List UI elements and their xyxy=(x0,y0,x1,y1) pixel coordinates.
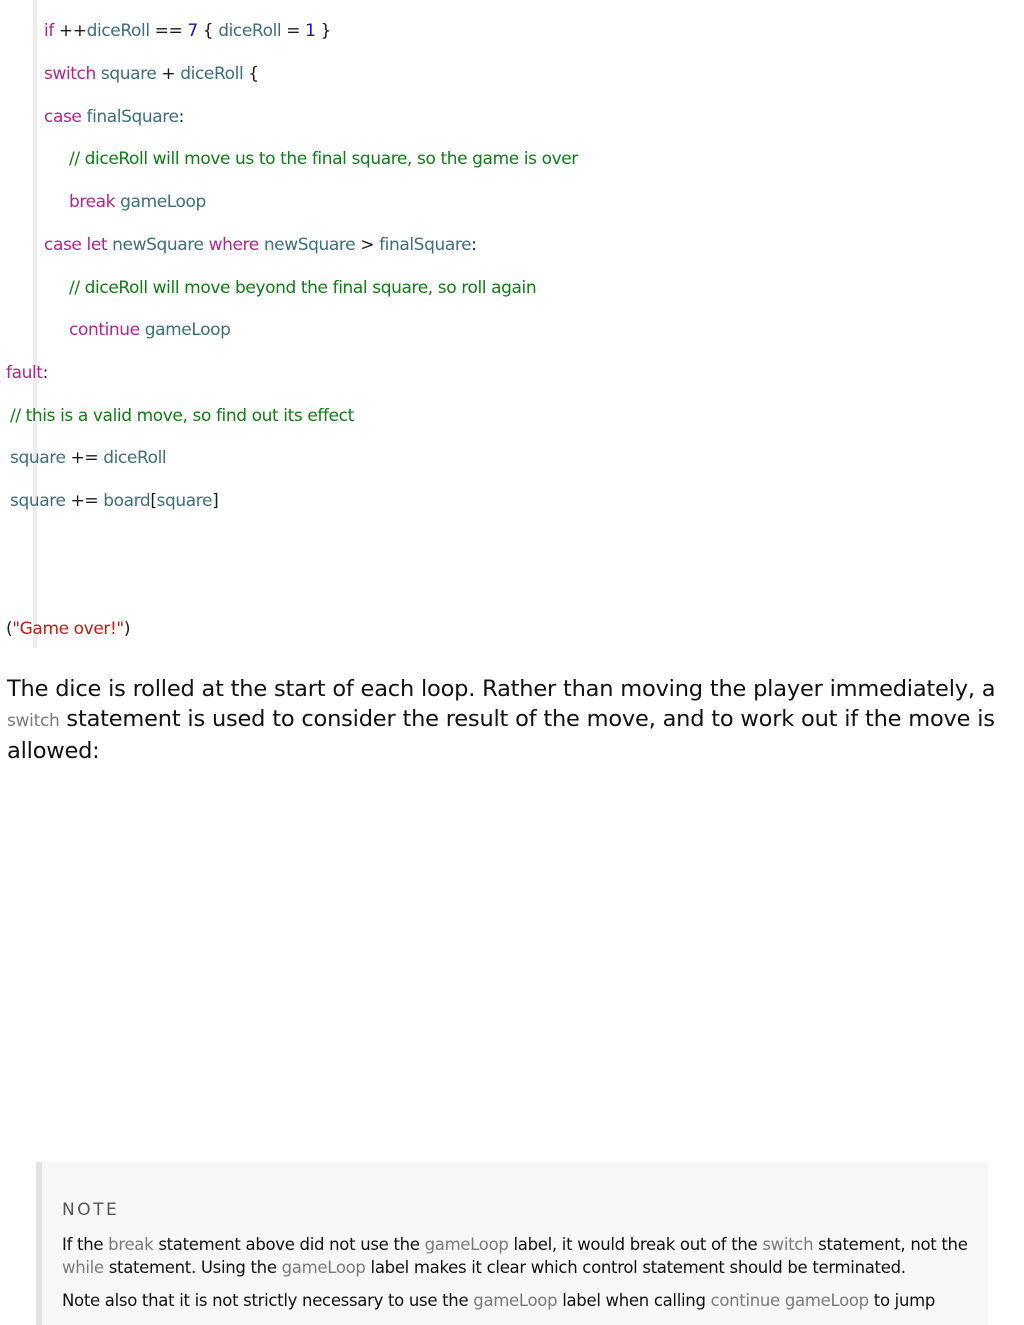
code-line-2: switch square + diceRoll { xyxy=(44,64,259,84)
code-line-8: continue gameLoop xyxy=(69,320,231,340)
note-title: NOTE xyxy=(62,1200,120,1220)
code-line-11: square += diceRoll xyxy=(10,448,167,468)
inline-code-switch: switch xyxy=(7,711,60,731)
note-box xyxy=(36,1162,988,1325)
code-gutter xyxy=(33,0,37,648)
code-line-13: ("Game over!") xyxy=(6,619,131,639)
code-line-7: // diceRoll will move beyond the final square, so roll again xyxy=(69,278,537,298)
code-line-5: break gameLoop xyxy=(69,192,206,212)
code-line-10: // this is a valid move, so find out its effect xyxy=(10,406,354,426)
code-line-3: case finalSquare: xyxy=(44,107,184,127)
code-line-4: // diceRoll will move us to the final square, so the game is over xyxy=(69,149,578,169)
code-block xyxy=(0,0,1024,650)
code-line-12: square += board[square] xyxy=(10,491,219,511)
note-paragraph-1: If the break statement above did not use the gameLoop label, it would break out of the switch statement, not the while statement. Using the gameLoop label makes it clear which control statement should be terminated. xyxy=(62,1235,968,1277)
code-line-6: case let newSquare where newSquare > finalSquare: xyxy=(44,235,477,255)
code-line-1: if ++diceRoll == 7 { diceRoll = 1 } xyxy=(44,21,331,41)
note-paragraph-2: Note also that it is not strictly necessary to use the gameLoop label when calling continue gameLoop to jump xyxy=(62,1291,936,1310)
body-paragraph: The dice is rolled at the start of each loop. Rather than moving the player immediately, a switch statement is used to consider the result of the move, and to work out if the move is allowed: xyxy=(7,676,996,764)
code-line-9: fault: xyxy=(6,363,48,383)
